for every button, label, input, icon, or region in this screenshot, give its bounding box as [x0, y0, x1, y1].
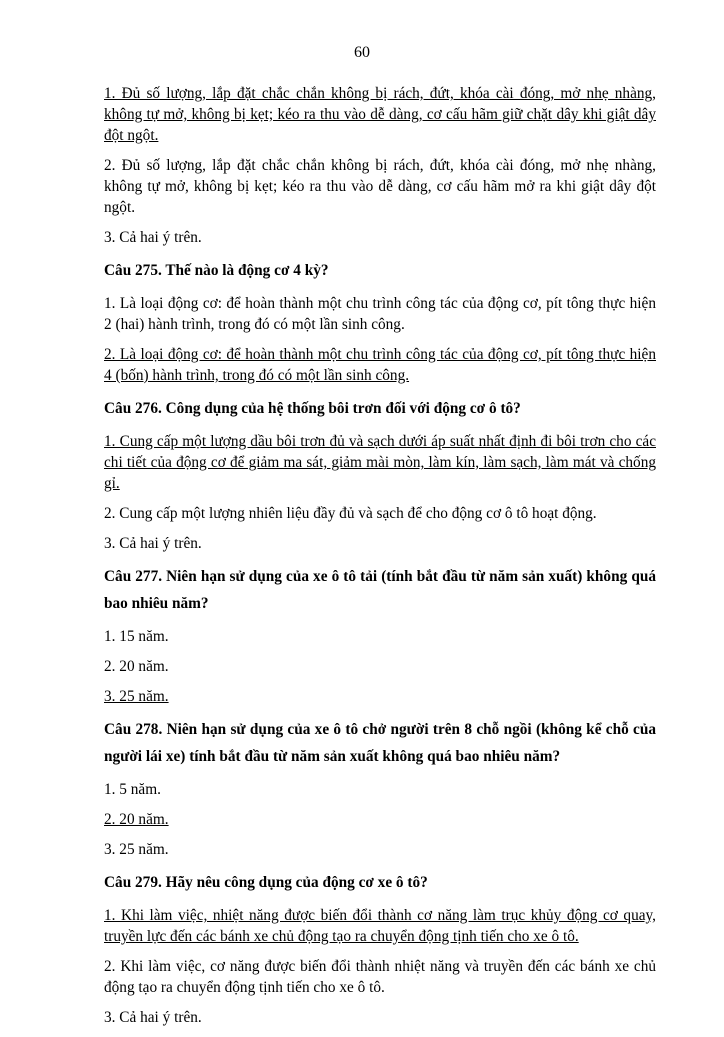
answer-option: 2. Đủ số lượng, lắp đặt chắc chắn không bị rách, đứt, khóa cài đóng, mở nhẹ nhàng, không tự mở, không bị kẹt; kéo ra thu vào dễ dàng, cơ cấu hãm mở ra khi giật dây đột ngột. — [104, 157, 656, 216]
question-heading: Câu 278. Niên hạn sử dụng của xe ô tô chở người trên 8 chỗ ngồi (không kể chỗ của người lái xe) tính bắt đầu từ năm sản xuất không quá bao nhiêu năm? — [104, 721, 656, 765]
question-heading: Câu 276. Công dụng của hệ thống bôi trơn đối với động cơ ô tô? — [104, 400, 521, 417]
answer-option: 1. 5 năm. — [104, 781, 161, 798]
page-number: 60 — [354, 44, 370, 61]
answer-option: 1. Là loại động cơ: để hoàn thành một chu trình công tác của động cơ, pít tông thực hiện 2 (hai) hành trình, trong đó có một lần sinh công. — [104, 295, 656, 333]
answer-option-correct: 2. 20 năm. — [104, 811, 169, 828]
answer-option: 3. Cả hai ý trên. — [104, 229, 202, 246]
document-body — [104, 83, 656, 1037]
answer-option-correct: 1. Đủ số lượng, lắp đặt chắc chắn không bị rách, đứt, khóa cài đóng, mở nhẹ nhàng, không tự mở, không bị kẹt; kéo ra thu vào dễ dàng, cơ cấu hãm giữ chặt dây khi giật dây đột ngột. — [104, 85, 656, 144]
question-heading: Câu 279. Hãy nêu công dụng của động cơ xe ô tô? — [104, 874, 428, 891]
answer-option-correct: 2. Là loại động cơ: để hoàn thành một chu trình công tác của động cơ, pít tông thực hiện 4 (bốn) hành trình, trong đó có một lần sinh công. — [104, 346, 656, 384]
answer-option: 3. Cả hai ý trên. — [104, 1009, 202, 1026]
answer-option: 2. 20 năm. — [104, 658, 169, 675]
answer-option: 2. Khi làm việc, cơ năng được biến đổi thành nhiệt năng và truyền đến các bánh xe chủ động tạo ra chuyển động tịnh tiến cho xe ô tô. — [104, 958, 656, 996]
answer-option-correct: 1. Khi làm việc, nhiệt năng được biến đổi thành cơ năng làm trục khủy động cơ quay, truyền lực đến các bánh xe chủ động tạo ra chuyển động tịnh tiến cho xe ô tô. — [104, 907, 656, 945]
answer-option-correct: 3. 25 năm. — [104, 688, 169, 705]
answer-option-correct: 1. Cung cấp một lượng dầu bôi trơn đủ và sạch dưới áp suất nhất định đi bôi trơn cho các chi tiết của động cơ để giảm ma sát, giảm mài mòn, làm kín, làm sạch, làm mát và chống gỉ. — [104, 433, 656, 492]
answer-option: 3. Cả hai ý trên. — [104, 535, 202, 552]
question-heading: Câu 277. Niên hạn sử dụng của xe ô tô tải (tính bắt đầu từ năm sản xuất) không quá bao nhiêu năm? — [104, 568, 656, 612]
answer-option: 3. 25 năm. — [104, 841, 169, 858]
answer-option: 2. Cung cấp một lượng nhiên liệu đầy đủ và sạch để cho động cơ ô tô hoạt động. — [104, 505, 597, 522]
answer-option: 1. 15 năm. — [104, 628, 169, 645]
question-heading: Câu 275. Thế nào là động cơ 4 kỳ? — [104, 262, 329, 279]
